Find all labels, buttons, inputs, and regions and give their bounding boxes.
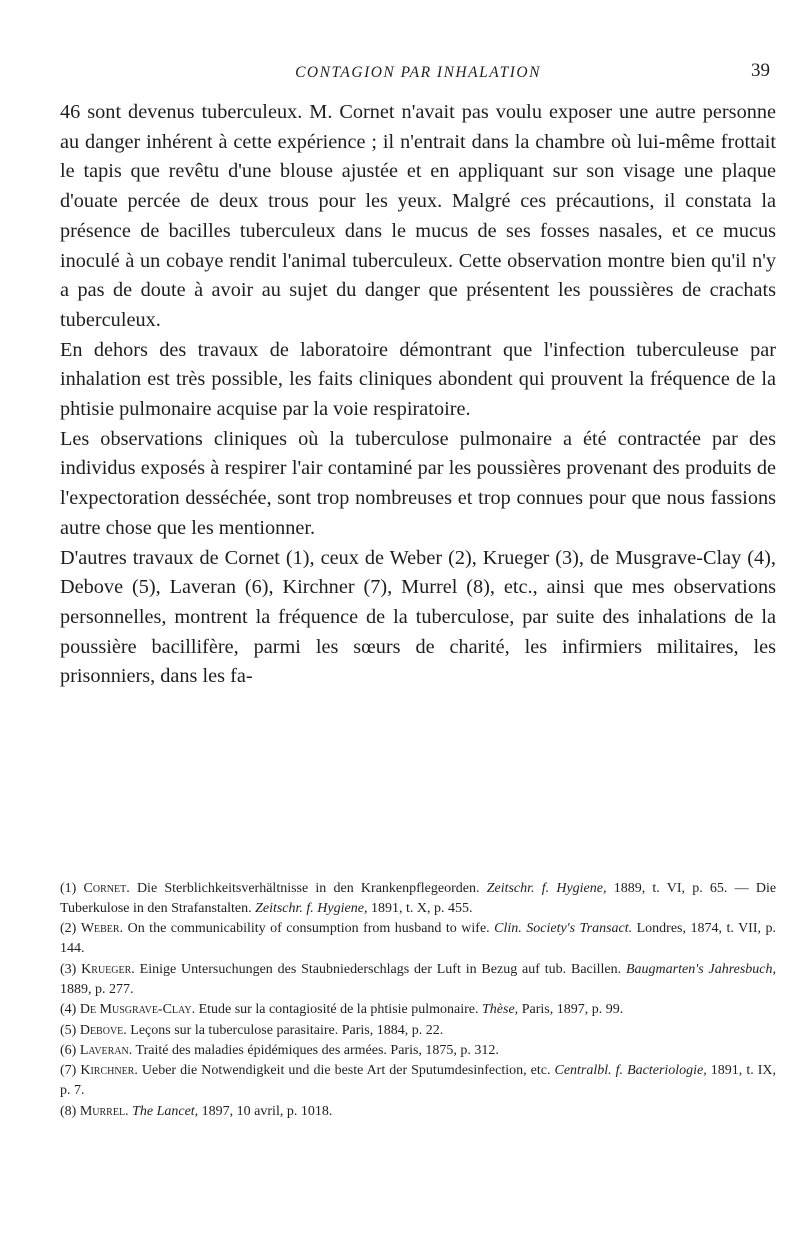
footnote: (3) Krueger. Einige Untersuchungen des Staubniederschlags der Luft in Bezug auf tub. Bacillen. Baugmarten's Jahresbuch, 1889, p. 277. [60,961,776,997]
page-header [60,60,776,90]
footnotes [60,879,776,1122]
footnote: (8) Murrel. The Lancet, 1897, 10 avril, p. 1018. [60,1103,333,1119]
page-number: 39 [751,60,770,81]
footnote: (6) Laveran. Traité des maladies épidémiques des armées. Paris, 1875, p. 312. [60,1042,499,1058]
footnote: (7) Kirchner. Ueber die Notwendigkeit und die beste Art der Sputumdesinfection, etc. Centralbl. f. Bacteriologie, 1891, t. IX, p. 7. [60,1063,776,1099]
footnote: (1) Cornet. Die Sterblichkeitsverhältnisse in den Krankenpflegeorden. Zeitschr. f. Hygiene, 1889, t. VI, p. 65. — Die Tuberkulose in den Strafanstalten. Zeitschr. f. Hygiene, 1891, t. X, p. 455. [60,881,777,916]
paragraph: D'autres travaux de Cornet (1), ceux de Weber (2), Krueger (3), de Musgrave-Clay (4), Debove (5), Laveran (6), Kirchner (7), Murrel (8), etc., ainsi que mes observations personnelles, montrent la fréquence de la tuberculose, par suite des inhalations de la poussière bacillifère, parmi les sœurs de charité, les infirmiers militaires, les prisonniers, dans les fa- [60,546,776,688]
paragraph: En dehors des travaux de laboratoire démontrant que l'infection tuberculeuse par inhalation est très possible, les faits cliniques abondent qui prouvent la fréquence de la phtisie pulmonaire acquise par la voie respiratoire. [60,338,776,421]
paragraph: Les observations cliniques où la tuberculose pulmonaire a été contractée par des individus exposés à respirer l'air contaminé par les poussières provenant des produits de l'expectoration desséchée, sont trop nombreuses et trop connues pour que nous fassions autre chose que les mentionner. [60,427,776,539]
footnote: (2) Weber. On the communicability of consumption from husband to wife. Clin. Society's Transact. Londres, 1874, t. VII, p. 144. [60,921,776,957]
body-text [60,98,776,692]
running-title: CONTAGION PAR INHALATION [295,64,541,81]
paragraph: 46 sont devenus tuberculeux. M. Cornet n'avait pas voulu exposer une autre personne au danger inhérent à cette expérience ; il n'entrait dans la chambre où lui-même frottait le tapis que revêtu d'une blouse ajustée et en appliquant sur son visage une plaque d'ouate percée de deux trous pour les yeux. Malgré ces précautions, il constata la présence de bacilles tuberculeux dans le mucus de ses fosses nasales, et ce mucus inoculé à un cobaye rendit l'animal tuberculeux. Cette observation montre bien qu'il n'y a pas de doute à avoir au sujet du danger que présentent les poussières de crachats tuberculeux. [60,101,776,331]
footnote: (5) Debove. Leçons sur la tuberculose parasitaire. Paris, 1884, p. 22. [60,1022,444,1038]
footnote: (4) De Musgrave-Clay. Etude sur la contagiosité de la phtisie pulmonaire. Thèse, Paris, 1897, p. 99. [60,1002,624,1018]
